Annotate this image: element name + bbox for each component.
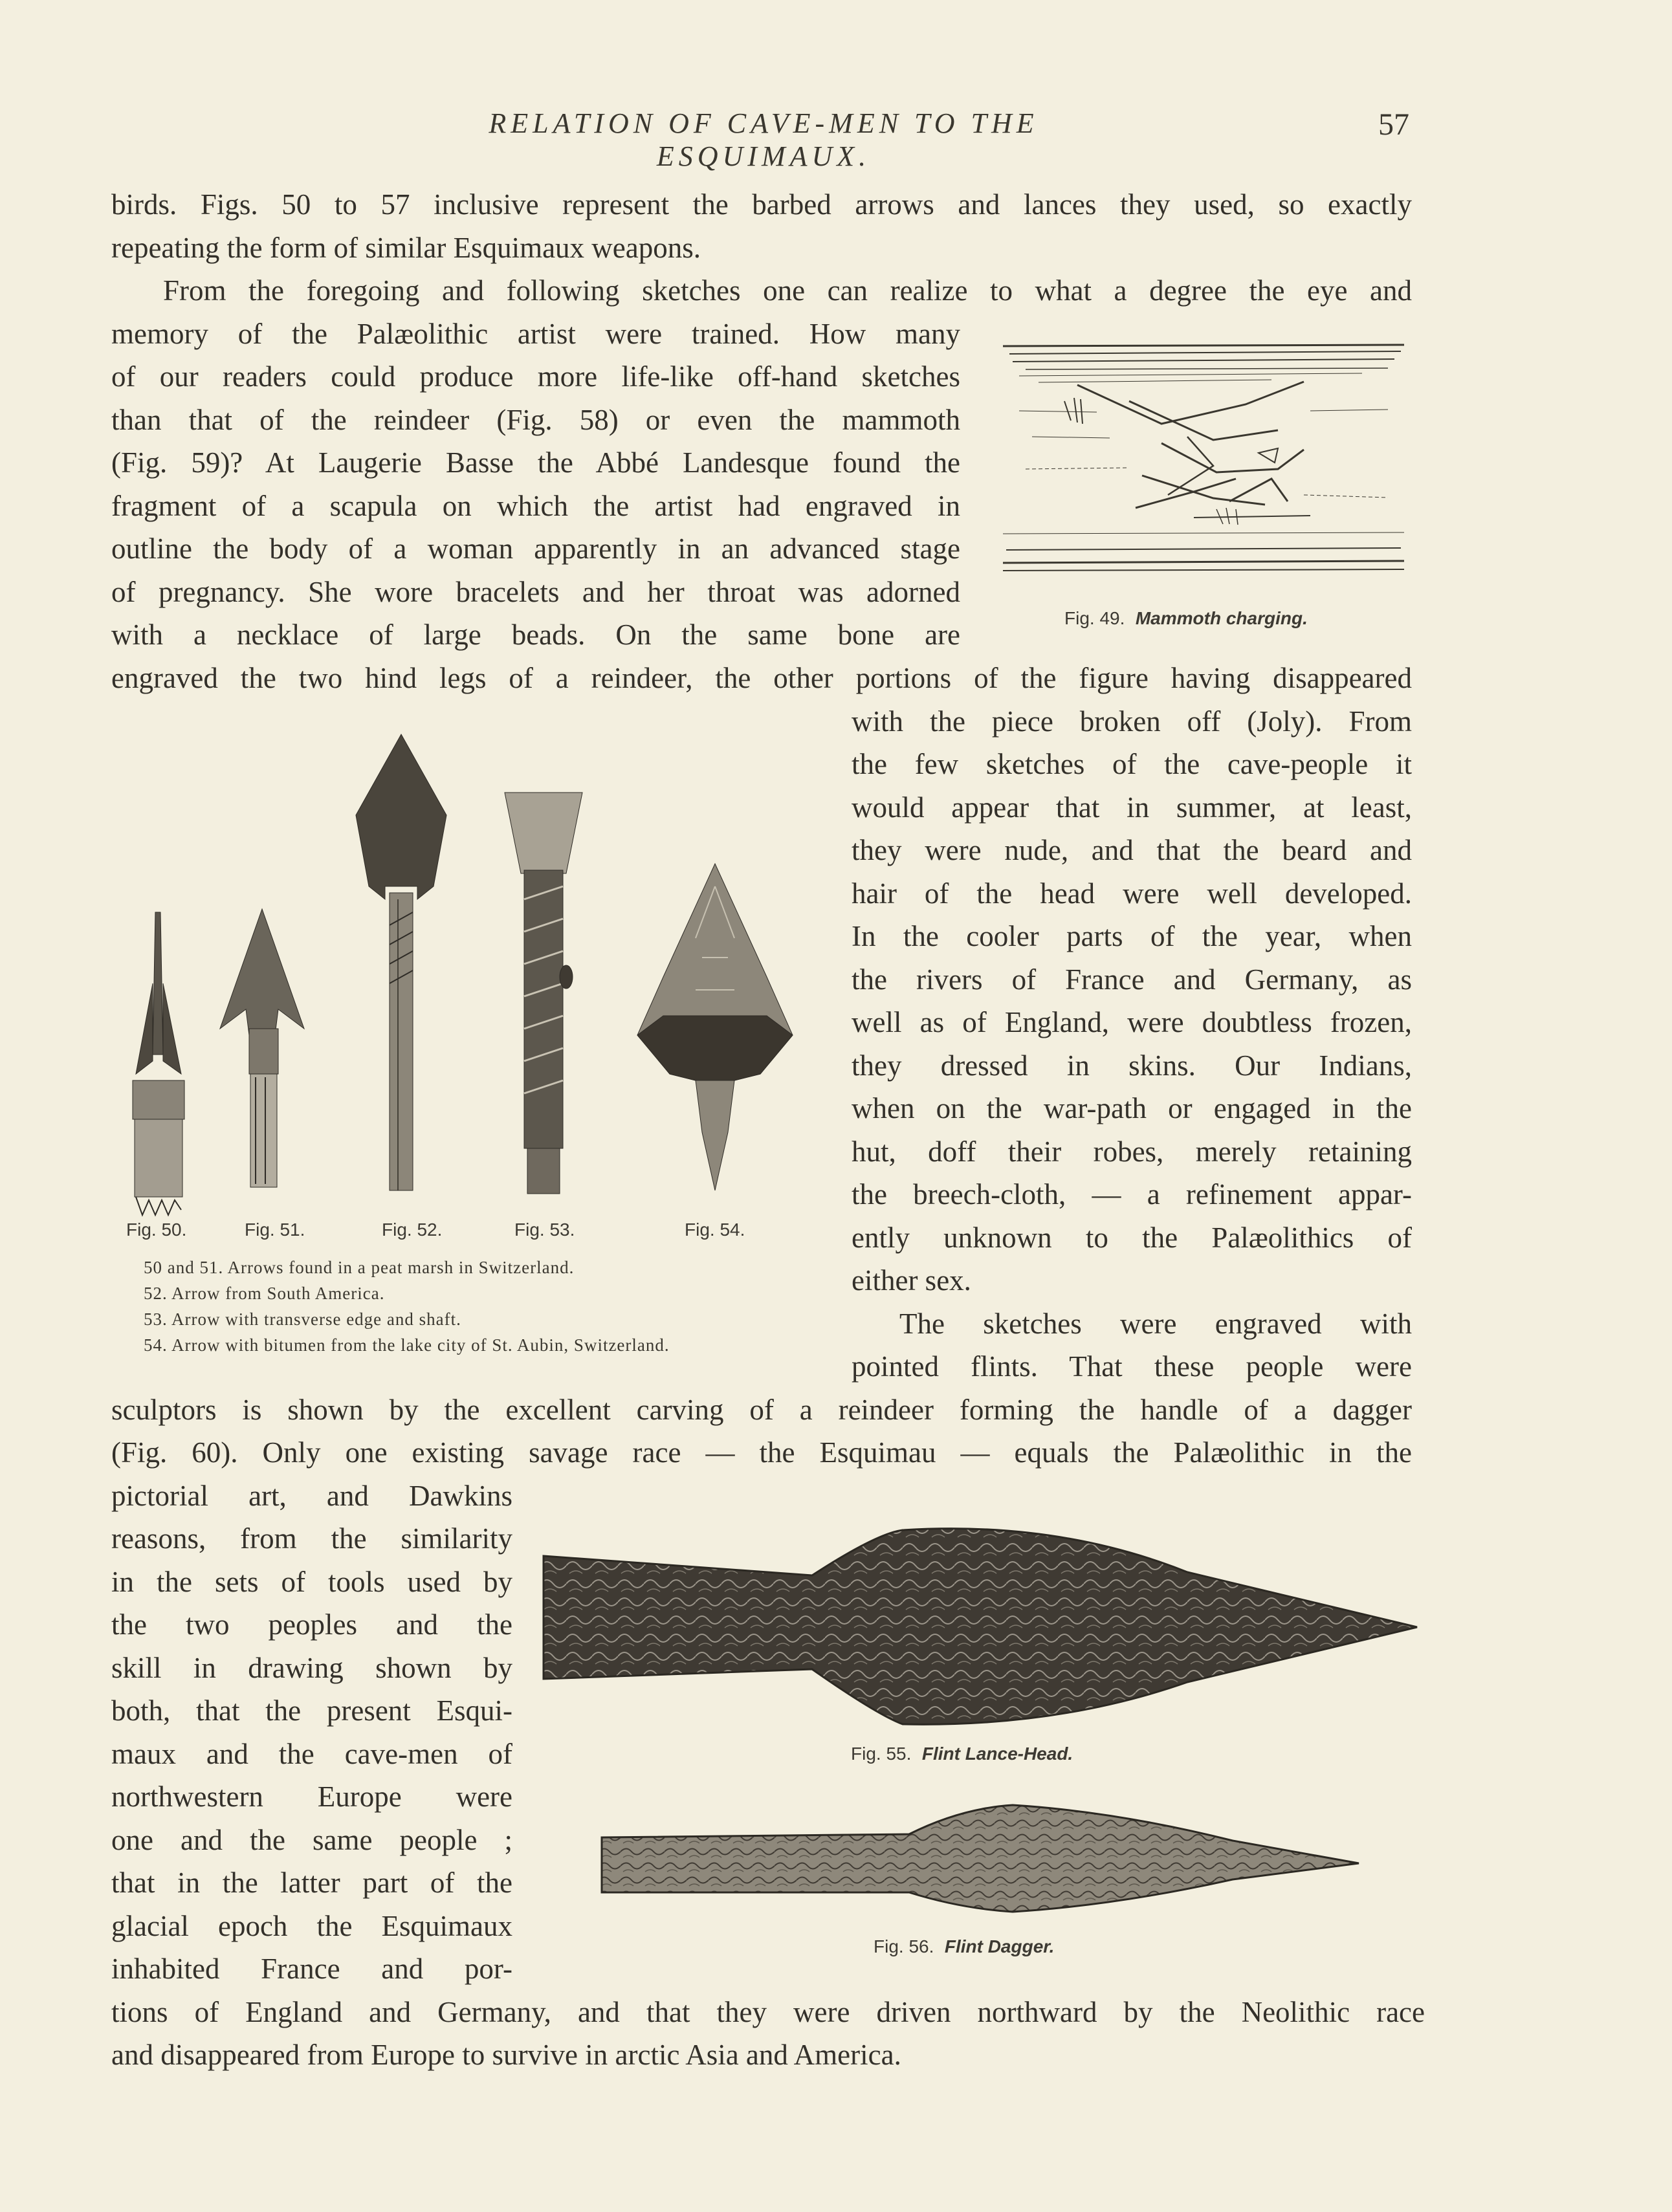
text-line: northwestern Europe were xyxy=(111,1780,512,1813)
page-number: 57 xyxy=(1378,107,1409,142)
text-line: The sketches were engraved with xyxy=(899,1308,1412,1340)
text-line: ently unknown to the Palæolithics of xyxy=(852,1221,1412,1254)
text-line: than that of the reindeer (Fig. 58) or even the mammoth xyxy=(111,404,960,436)
text-line: they dressed in skins. Our Indians, xyxy=(852,1049,1412,1082)
fig49-title: Mammoth charging. xyxy=(1135,608,1308,628)
text-line: skill in drawing shown by xyxy=(111,1652,512,1684)
fig50-label: Fig. 50. xyxy=(126,1220,187,1240)
text-line: fragment of a scapula on which the artist had engraved in xyxy=(111,490,960,522)
fig54-arrow-engraving xyxy=(631,860,799,1197)
text-line: when on the war-path or engaged in the xyxy=(852,1092,1412,1124)
text-line: of our readers could produce more life-like off-hand sketches xyxy=(111,360,960,393)
fig56-label: Fig. 56. xyxy=(874,1936,934,1956)
text-line: one and the same people ; xyxy=(111,1824,512,1856)
fig49-mammoth-engraving xyxy=(1000,340,1411,595)
text-line: repeating the form of similar Esquimaux weapons. xyxy=(111,232,701,264)
fig56-title: Flint Dagger. xyxy=(944,1936,1055,1956)
page-header xyxy=(0,107,1672,172)
text-line: of pregnancy. She wore bracelets and her throat was adorned xyxy=(111,576,960,608)
text-line: From the foregoing and following sketches one can realize to what a degree the eye and xyxy=(163,274,1412,307)
text-line: with the piece broken off (Joly). From xyxy=(852,705,1412,738)
text-line: glacial epoch the Esquimaux xyxy=(111,1910,512,1942)
text-line: hair of the head were well developed. xyxy=(852,877,1412,910)
text-line: the few sketches of the cave-people it xyxy=(852,748,1412,780)
text-line: maux and the cave-men of xyxy=(111,1738,512,1770)
text-line: inhabited France and por- xyxy=(111,1953,512,1985)
text-line: outline the body of a woman apparently in an advanced stage xyxy=(111,532,960,565)
fig52-label: Fig. 52. xyxy=(382,1220,443,1240)
fig51-arrow-engraving xyxy=(214,906,311,1190)
text-line: (Fig. 59)? At Laugerie Basse the Abbé Landesque found the xyxy=(111,446,960,479)
text-line: engraved the two hind legs of a reindeer, the other portions of the figure having disappeared xyxy=(111,662,1412,694)
fig55-label: Fig. 55. xyxy=(851,1744,912,1764)
text-line: both, that the present Esqui- xyxy=(111,1694,512,1727)
text-line: with a necklace of large beads. On the same bone are xyxy=(111,619,960,651)
text-line: the two peoples and the xyxy=(111,1608,512,1641)
fig49-label: Fig. 49. xyxy=(1064,608,1125,628)
fig55-title: Flint Lance-Head. xyxy=(921,1744,1073,1764)
text-line: (Fig. 60). Only one existing savage race — the Esquimau — equals the Palæolithic in the xyxy=(111,1436,1412,1469)
text-line: memory of the Palæolithic artist were trained. How many xyxy=(111,318,960,350)
fig-legend-line: 53. Arrow with transverse edge and shaft. xyxy=(144,1309,461,1329)
fig55-lance-head-engraving xyxy=(540,1520,1420,1734)
text-line: well as of England, were doubtless frozen, xyxy=(852,1006,1412,1038)
fig-legend-line: 50 and 51. Arrows found in a peat marsh in Switzerland. xyxy=(144,1258,575,1277)
fig52-arrow-engraving xyxy=(343,731,459,1197)
text-line: In the cooler parts of the year, when xyxy=(852,920,1412,952)
fig53-label: Fig. 53. xyxy=(514,1220,575,1240)
text-line: hut, doff their robes, merely retaining xyxy=(852,1135,1412,1168)
text-line: birds. Figs. 50 to 57 inclusive represent the barbed arrows and lances they used, so exactly xyxy=(111,188,1412,221)
fig56-flint-dagger-engraving xyxy=(599,1802,1362,1918)
text-line: pointed flints. That these people were xyxy=(852,1350,1412,1383)
text-line: reasons, from the similarity xyxy=(111,1522,512,1555)
text-line: the rivers of France and Germany, as xyxy=(852,963,1412,996)
fig50-arrow-engraving xyxy=(123,906,194,1216)
text-line: would appear that in summer, at least, xyxy=(852,791,1412,824)
text-line: sculptors is shown by the excellent carving of a reindeer forming the handle of a dagger xyxy=(111,1394,1412,1426)
fig49-caption xyxy=(1064,608,1308,629)
fig53-arrow-engraving xyxy=(498,789,589,1197)
text-line: in the sets of tools used by xyxy=(111,1566,512,1598)
text-line: pictorial art, and Dawkins xyxy=(111,1480,512,1512)
running-title: RELATION OF CAVE-MEN TO THE ESQUIMAUX. xyxy=(489,107,1039,172)
fig51-label: Fig. 51. xyxy=(245,1220,305,1240)
fig54-label: Fig. 54. xyxy=(685,1220,745,1240)
text-line: tions of England and Germany, and that they were driven northward by the Neolithic race xyxy=(111,1996,1425,2028)
text-line: either sex. xyxy=(852,1264,971,1297)
fig56-caption xyxy=(874,1936,1054,1957)
text-line: they were nude, and that the beard and xyxy=(852,834,1412,866)
fig-legend-line: 52. Arrow from South America. xyxy=(144,1284,385,1303)
fig-legend-line: 54. Arrow with bitumen from the lake city of St. Aubin, Switzerland. xyxy=(144,1335,670,1355)
text-line: and disappeared from Europe to survive in arctic Asia and America. xyxy=(111,2039,901,2071)
fig55-caption xyxy=(851,1744,1073,1764)
text-line: that in the latter part of the xyxy=(111,1867,512,1899)
text-line: the breech-cloth, — a refinement appar- xyxy=(852,1178,1412,1210)
